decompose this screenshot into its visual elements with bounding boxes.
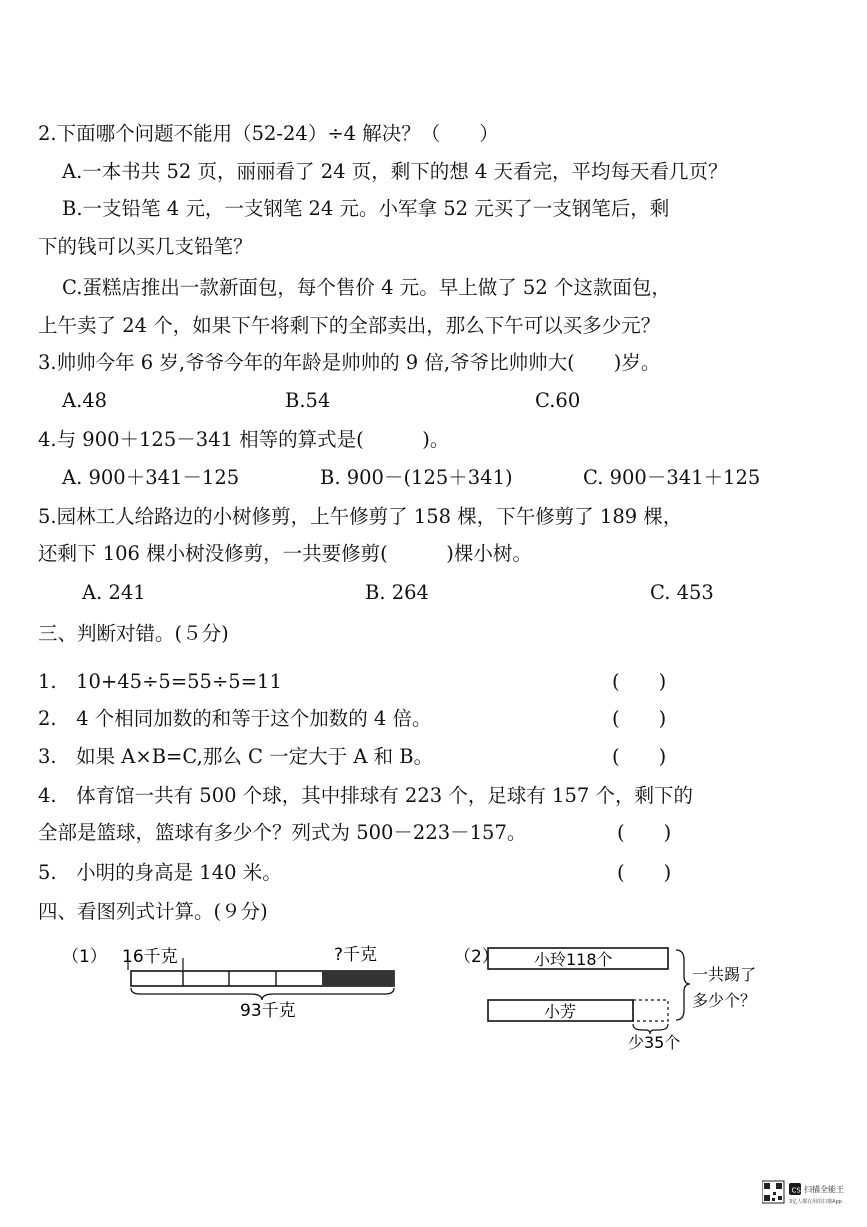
q2-stem: 2.下面哪个问题不能用（52-24）÷4 解决？（ ） (38, 122, 499, 145)
q3-stem: 3.帅帅今年 6 岁,爷爷今年的年龄是帅帅的 9 倍,爷爷比帅帅大( )岁。 (38, 351, 661, 374)
judge-item-4-line1: 4. 体育馆一共有 500 个球，其中排球有 223 个，足球有 157 个，剩下的 (38, 784, 693, 807)
figure-1-left-label: 16千克 (122, 947, 178, 967)
section4-title: 四、看图列式计算。(９分) (38, 900, 268, 923)
q3-option-c: C.60 (535, 389, 581, 412)
q5-option-b: B. 264 (365, 581, 429, 604)
figure-2-number: （2） (454, 947, 499, 967)
figure-1-segment-diagram (0, 930, 440, 1030)
q2-option-c-line2: 上午卖了 24 个，如果下午将剩下的全部卖出，那么下午可以买多少元？ (38, 314, 661, 337)
section3-title: 三、判断对错。(５分) (38, 622, 229, 645)
figure-2-diff-label: 少35个 (628, 1033, 681, 1052)
q3-option-b: B.54 (285, 389, 331, 412)
figure-2-bar-xiaoling-label: 小玲118个 (534, 950, 613, 969)
figure-1-number: （1） (62, 947, 107, 967)
q5-stem-line2: 还剩下 106 棵小树没修剪，一共要修剪( )棵小树。 (38, 542, 532, 565)
q2-option-b-line1: B.一支铅笔 4 元，一支钢笔 24 元。小军拿 52 元买了一支钢笔后，剩 (62, 197, 670, 220)
figure-2-bar-diagram (440, 930, 800, 1060)
q3-option-a: A.48 (62, 389, 108, 412)
scanner-label: 扫描全能王 (804, 1185, 844, 1194)
figure-1-shaded-part (322, 971, 394, 986)
judge-item-2-answer[interactable]: ( ) (612, 707, 667, 730)
qr-code-icon (762, 1180, 852, 1206)
figure-2-question-line1: 一共踢了 (692, 965, 757, 984)
figure-1-total-brace (131, 988, 394, 1000)
judge-item-3-answer[interactable]: ( ) (612, 745, 667, 768)
scanner-sublabel: 3亿人都在用的扫描App (789, 1199, 842, 1205)
judge-item-1: 1. 10+45÷5=55÷5=11 (38, 670, 282, 693)
figure-1-right-label: ?千克 (334, 945, 378, 965)
q5-stem-line1: 5.园林工人给路边的小树修剪，上午修剪了 158 棵，下午修剪了 189 棵， (38, 505, 683, 528)
judge-item-5: 5. 小明的身高是 140 米。 (38, 861, 282, 884)
q4-option-a: A. 900＋341－125 (62, 466, 240, 489)
figure-2-dashed-gap (633, 1000, 668, 1021)
scanner-watermark (762, 1180, 852, 1206)
q4-option-c: C. 900－341＋125 (583, 466, 761, 489)
figure-1-total-label: 93千克 (240, 1001, 296, 1021)
judge-item-4-answer[interactable]: ( ) (617, 821, 672, 844)
q2-option-c-line1: C.蛋糕店推出一款新面包，每个售价 4 元。早上做了 52 个这款面包， (62, 276, 671, 299)
q4-option-b: B. 900－(125＋341) (320, 466, 513, 489)
figure-2-total-brace (676, 950, 690, 1020)
judge-item-2: 2. 4 个相同加数的和等于这个加数的 4 倍。 (38, 707, 432, 730)
judge-item-1-answer[interactable]: ( ) (612, 670, 667, 693)
judge-item-5-answer[interactable]: ( ) (617, 861, 672, 884)
judge-item-4-line2: 全部是篮球，篮球有多少个？列式为 500－223－157。 (38, 821, 527, 844)
judge-item-3: 3. 如果 A×B=C,那么 C 一定大于 A 和 B。 (38, 745, 434, 768)
figure-2-bar-xiaofang-label: 小芳 (544, 1002, 577, 1021)
svg-text:CS: CS (791, 1186, 801, 1195)
q5-option-a: A. 241 (82, 581, 146, 604)
q4-stem: 4.与 900＋125－341 相等的算式是( )。 (38, 428, 450, 451)
q2-option-a: A.一本书共 52 页，丽丽看了 24 页，剩下的想 4 天看完，平均每天看几页？ (62, 160, 728, 183)
figure-2-question-line2: 多少个？ (692, 991, 757, 1010)
q5-option-c: C. 453 (650, 581, 714, 604)
q2-option-b-line2: 下的钱可以买几支铅笔？ (38, 235, 253, 258)
